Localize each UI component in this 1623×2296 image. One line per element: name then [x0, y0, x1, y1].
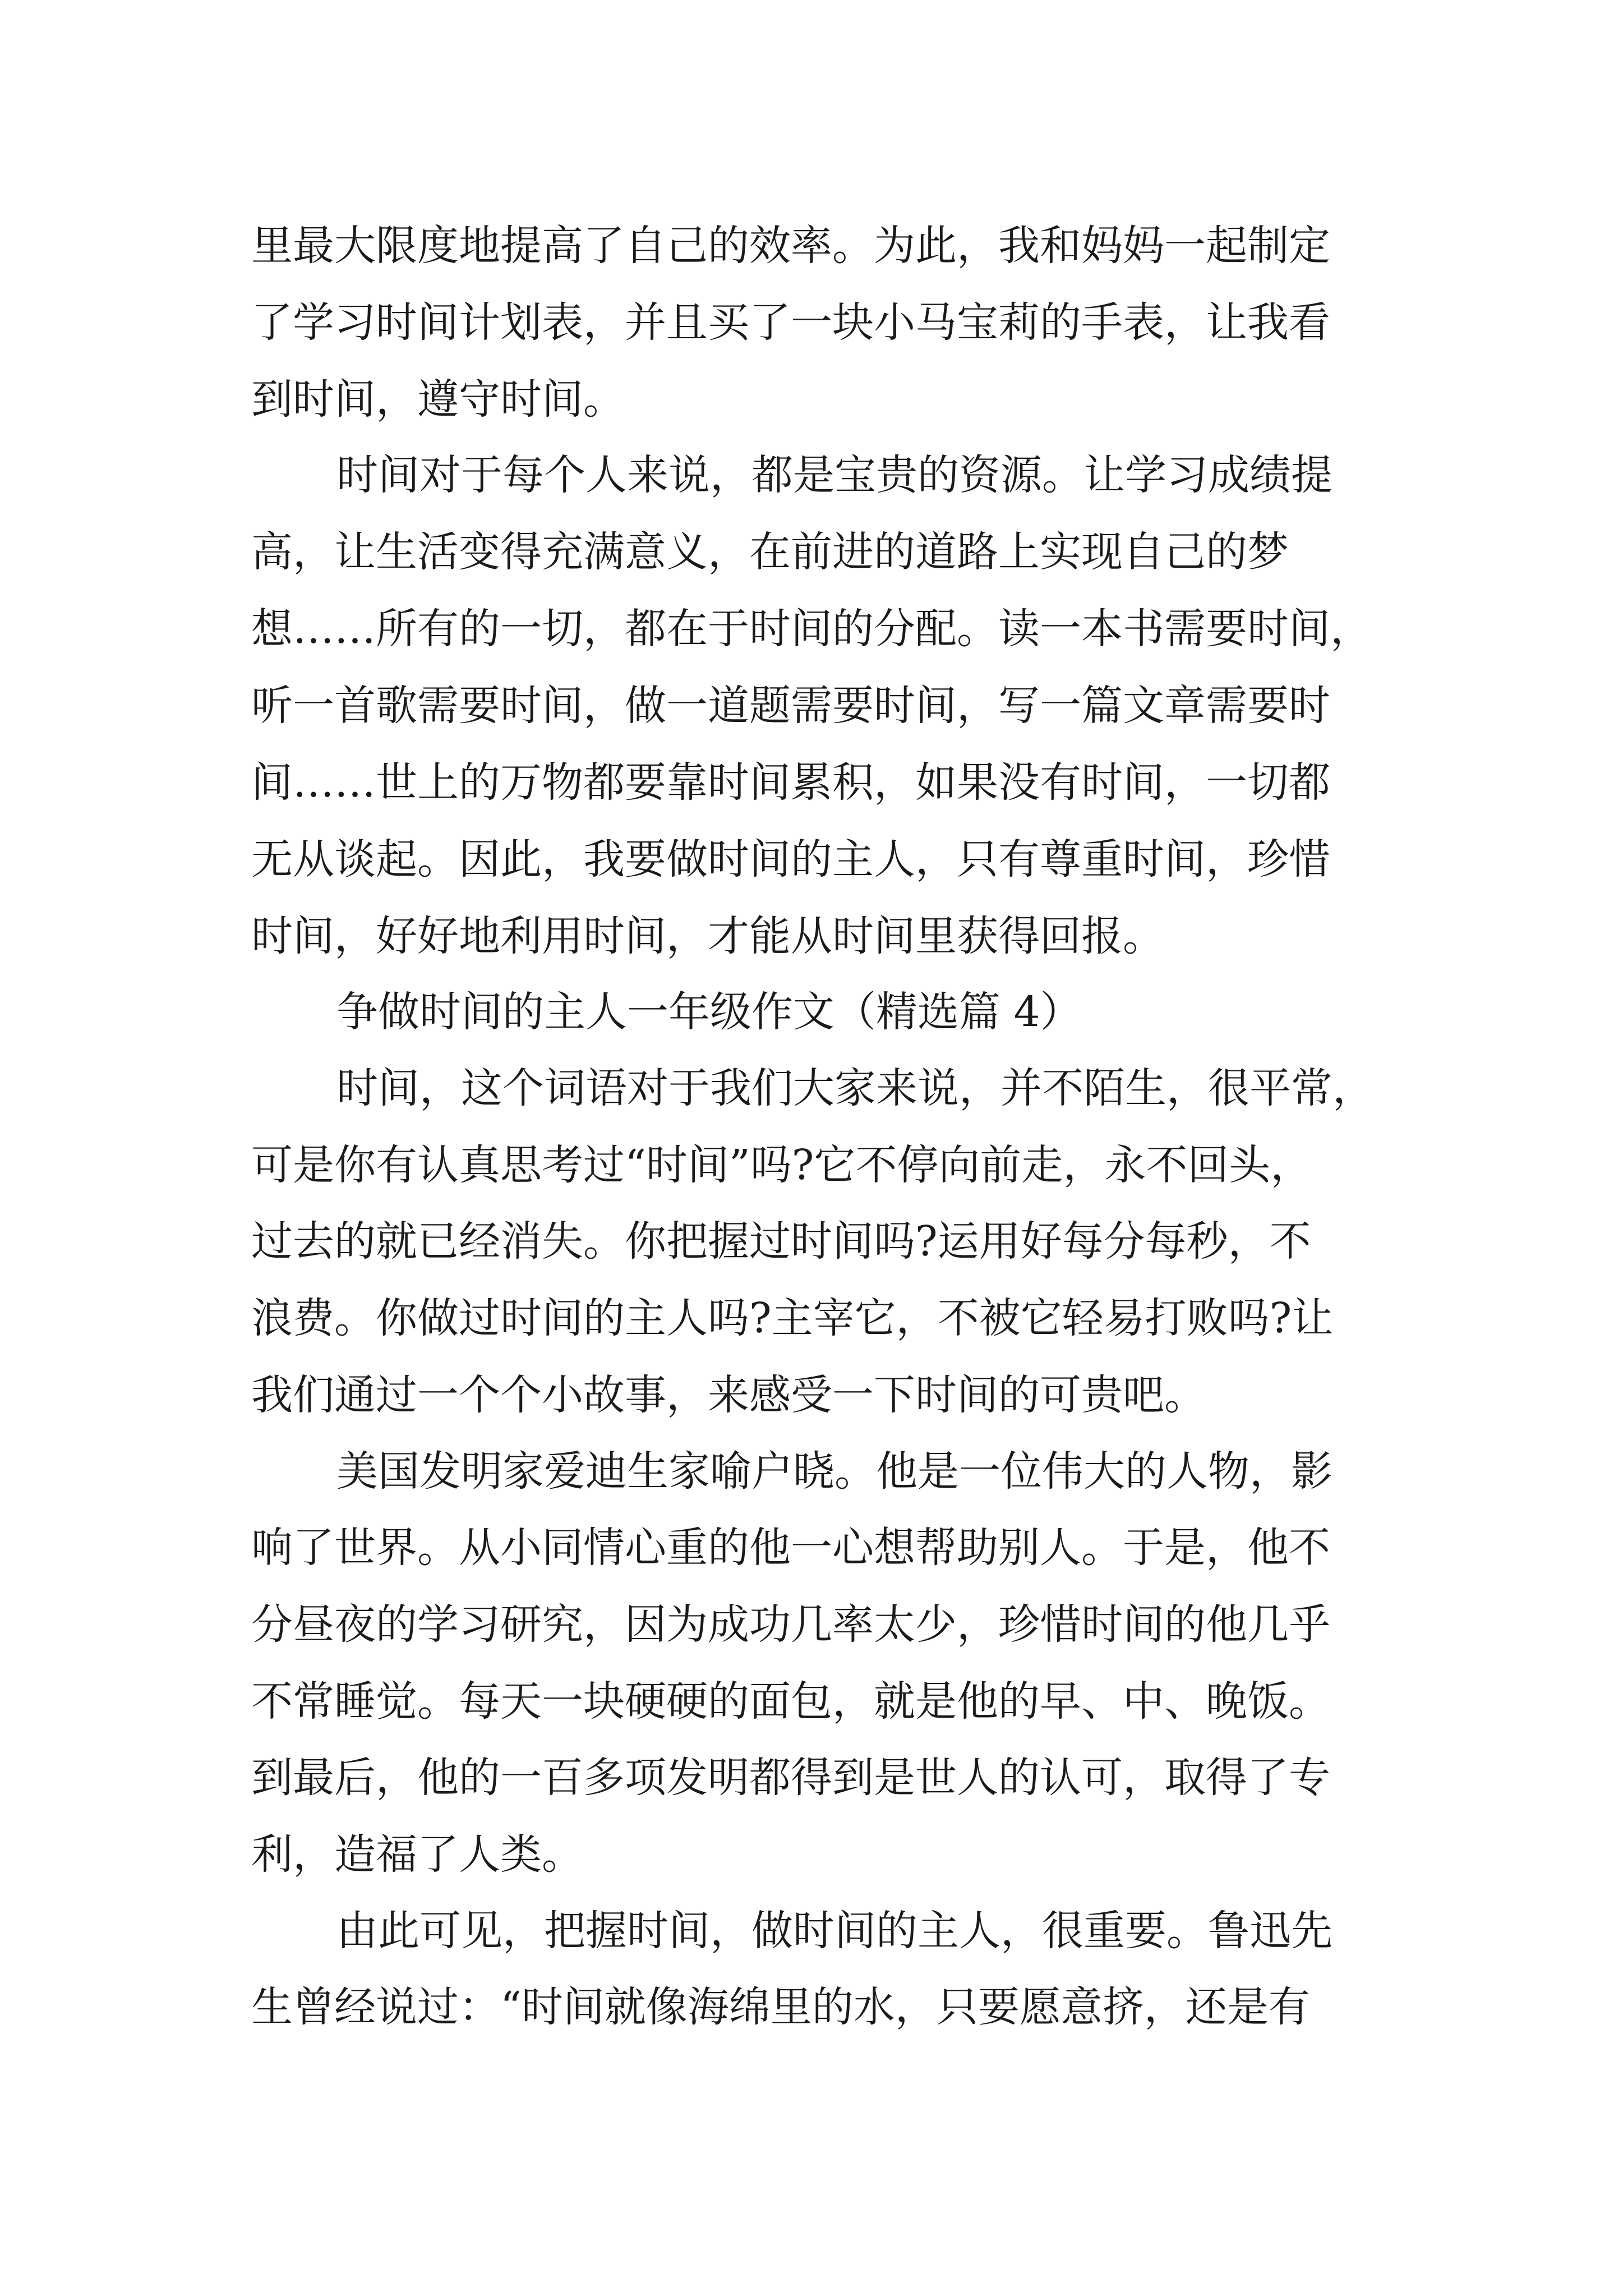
paragraph-first-line: 时间对于每个人来说，都是宝贵的资源。让学习成绩提 [336, 451, 1332, 499]
text-line: 听一首歌需要时间，做一道题需要时间，写一篇文章需要时 [251, 682, 1330, 730]
text-line: 响了世界。从小同情心重的他一心想帮助别人。于是，他不 [251, 1524, 1330, 1572]
text-line: 里最大限度地提高了自己的效率。为此，我和妈妈一起制定 [251, 222, 1330, 270]
paragraph-first-line: 时间，这个词语对于我们大家来说，并不陌生，很平常， [336, 1064, 1374, 1112]
paragraph-first-line: 美国发明家爱迪生家喻户晓。他是一位伟大的人物，影 [336, 1447, 1332, 1496]
paragraph-first-line: 由此可见，把握时间，做时间的主人，很重要。鲁迅先 [336, 1907, 1332, 1955]
text-line: 不常睡觉。每天一块硬硬的面包，就是他的早、中、晚饭。 [251, 1677, 1330, 1726]
text-line: 想……所有的一切，都在于时间的分配。读一本书需要时间， [251, 605, 1372, 653]
text-line: 浪费。你做过时间的主人吗?主宰它，不被它轻易打败吗?让 [251, 1294, 1334, 1342]
text-line: 可是你有认真思考过“时间”吗?它不停向前走，永不回头， [251, 1141, 1312, 1189]
text-line: 间……世上的万物都要靠时间累积，如果没有时间，一切都 [251, 758, 1330, 807]
section-heading: 争做时间的主人一年级作文（精选篇 4） [336, 988, 1082, 1036]
text-line: 分昼夜的学习研究，因为成功几率太少，珍惜时间的他几乎 [251, 1600, 1330, 1649]
text-line: 我们通过一个个小故事，来感受一下时间的可贵吧。 [251, 1371, 1206, 1419]
text-line: 到时间，遵守时间。 [251, 375, 625, 424]
text-line: 无从谈起。因此，我要做时间的主人，只有尊重时间，珍惜 [251, 835, 1330, 884]
text-line: 了学习时间计划表，并且买了一块小马宝莉的手表，让我看 [251, 298, 1330, 347]
text-line: 时间，好好地利用时间，才能从时间里获得回报。 [251, 912, 1164, 960]
text-line: 利，造福了人类。 [251, 1830, 583, 1879]
text-line: 高，让生活变得充满意义，在前进的道路上实现自己的梦 [251, 528, 1289, 576]
text-line: 生曾经说过：“时间就像海绵里的水，只要愿意挤，还是有 [251, 1983, 1310, 2031]
text-line: 过去的就已经消失。你把握过时间吗?运用好每分每秒，不 [251, 1217, 1311, 1266]
text-line: 到最后，他的一百多项发明都得到是世人的认可，取得了专 [251, 1754, 1330, 1802]
